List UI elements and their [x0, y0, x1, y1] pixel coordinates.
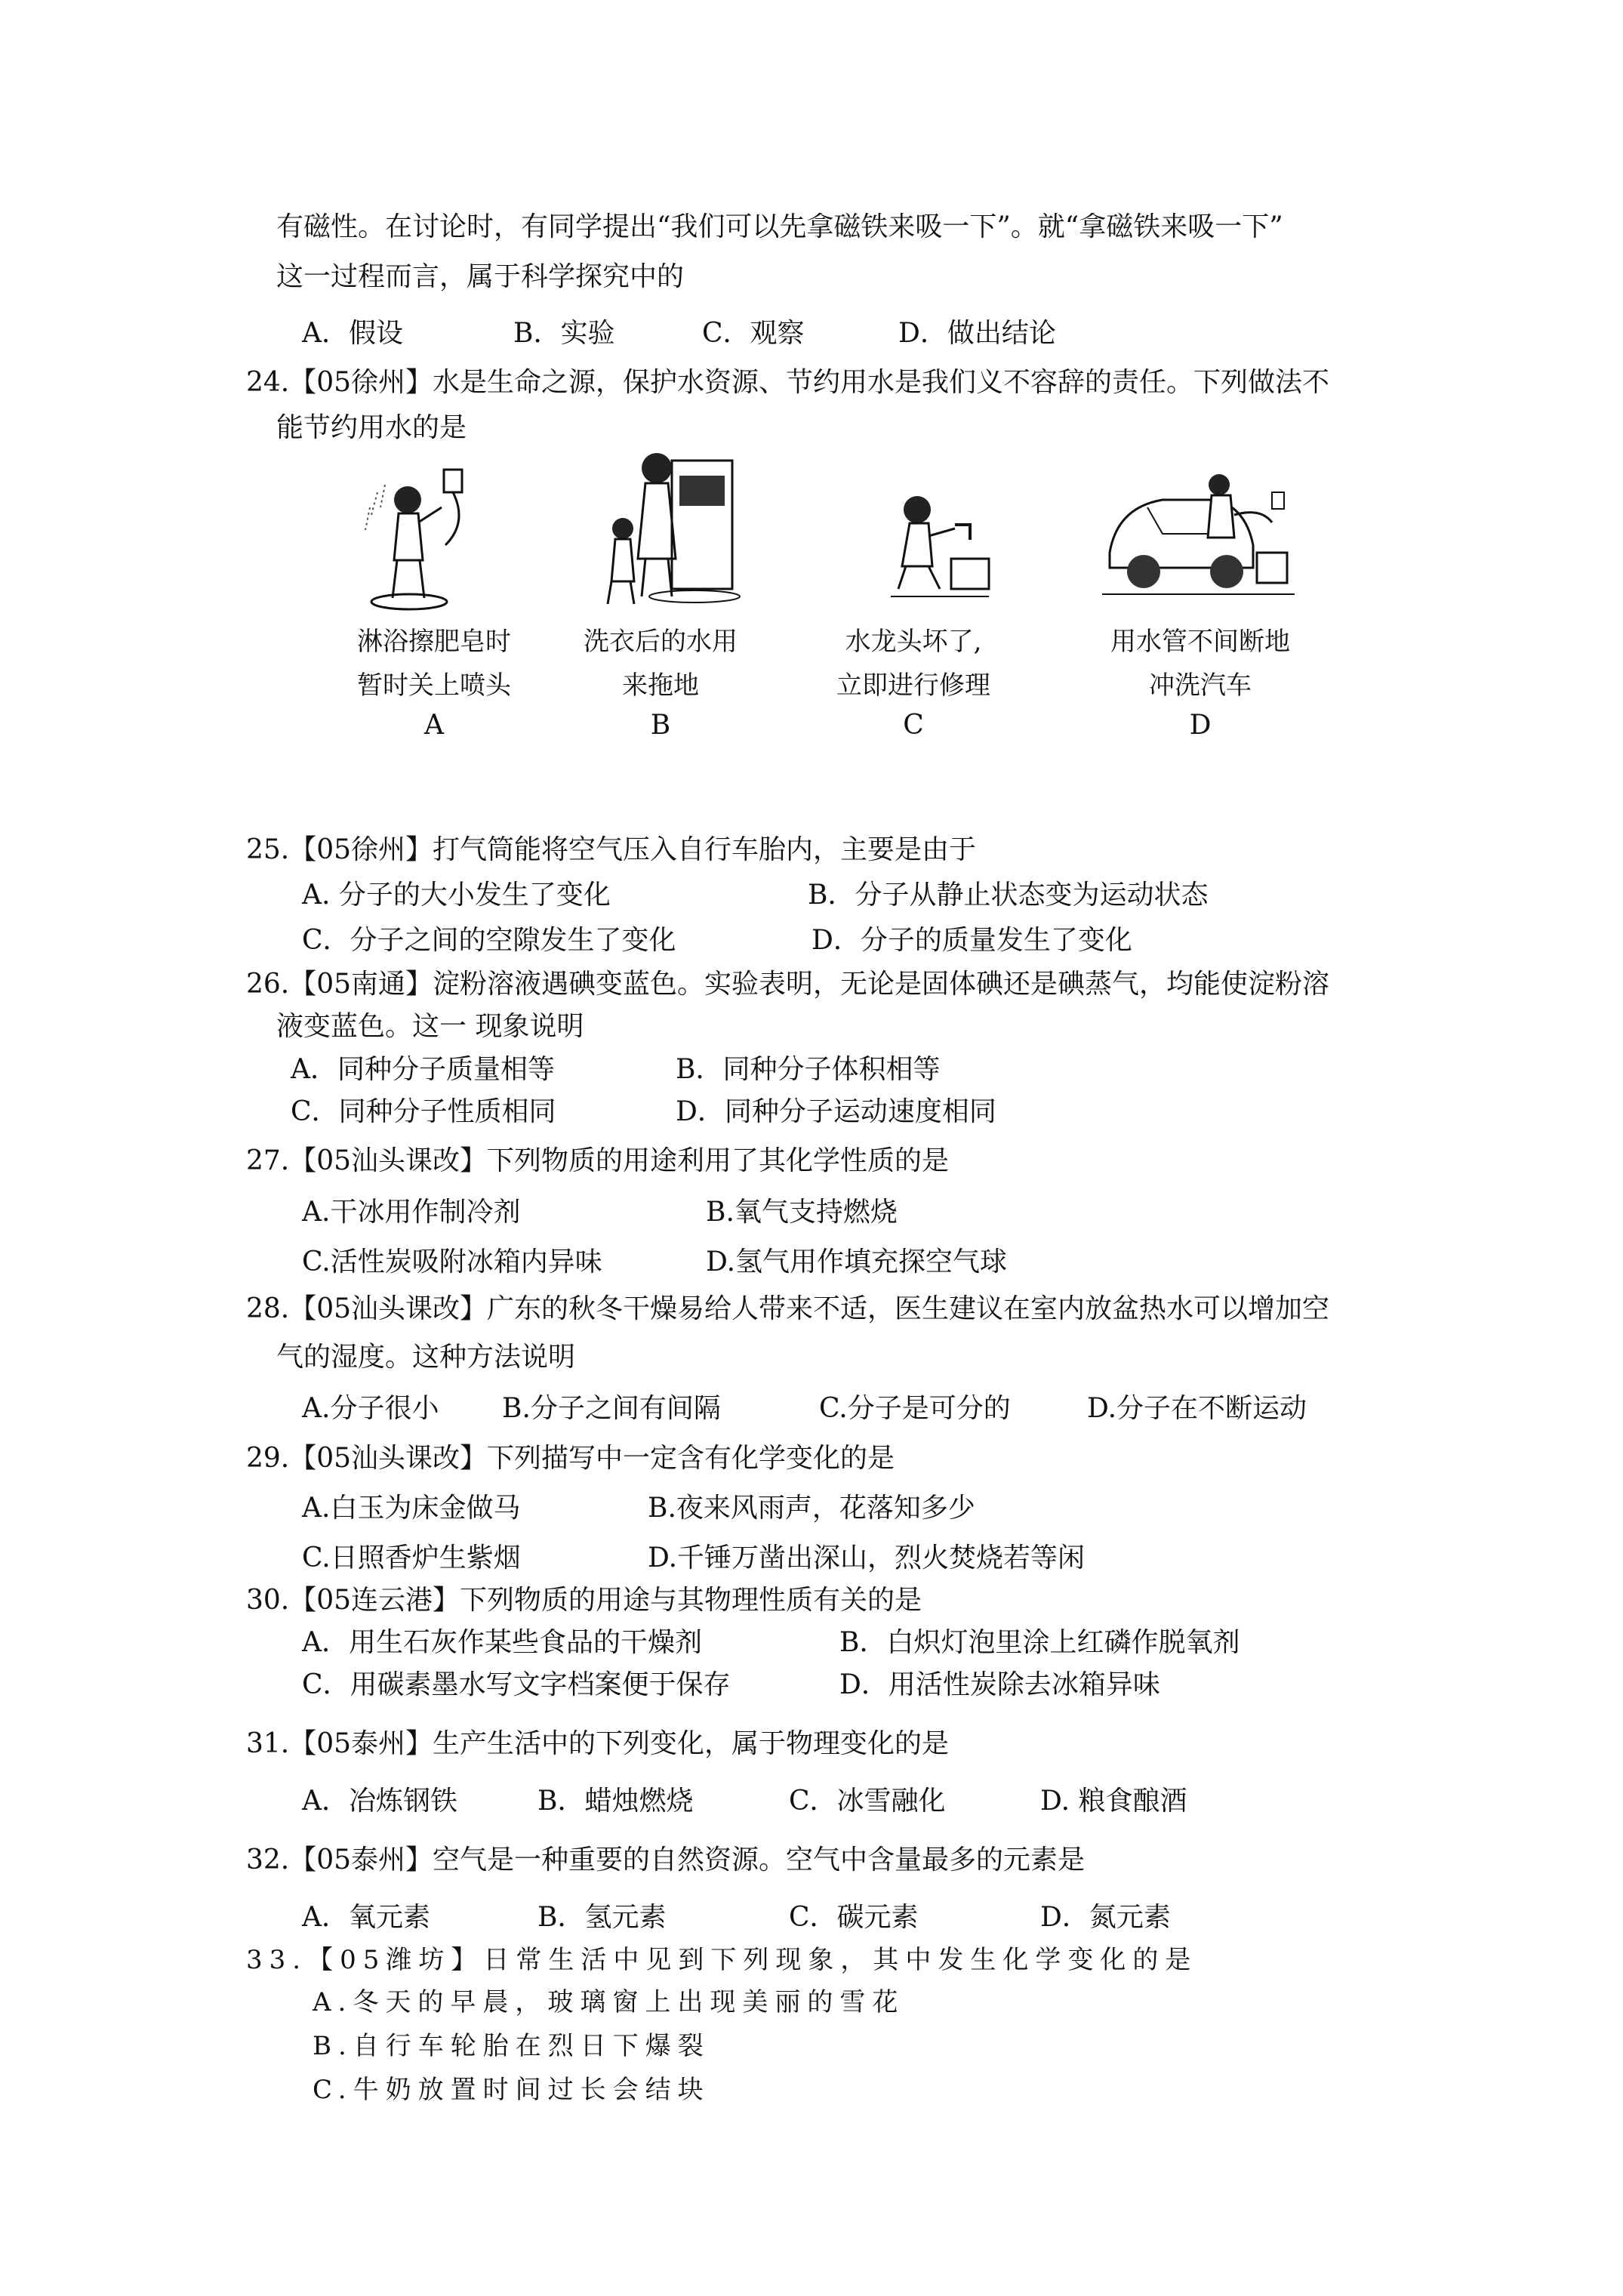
- q33-option-c: C.牛奶放置时间过长会结块: [313, 2075, 710, 2105]
- q25-option-b: B．分子从静止状态变为运动状态: [808, 880, 1209, 911]
- q25-option-a: A. 分子的大小发生了变化: [302, 880, 611, 911]
- q23-option-b: B．实验: [513, 318, 615, 349]
- q27-option-b: B.氧气支持燃烧: [706, 1197, 898, 1228]
- q23-text-line2: 这一过程而言，属于科学探究中的: [276, 261, 685, 292]
- q27-option-a: A.干冰用作制冷剂: [302, 1197, 521, 1228]
- figure-a-caption-line1: 淋浴擦肥皂时: [357, 627, 511, 657]
- q33-option-a: A.冬天的早晨，玻璃窗上出现美丽的雪花: [313, 1987, 905, 2017]
- q31-option-a: A．冶炼钢铁: [302, 1786, 457, 1817]
- figure-c-caption-line2: 立即进行修理: [836, 670, 990, 701]
- q29-option-a: A.白玉为床金做马: [302, 1493, 521, 1524]
- q33-stem: 33.【05潍坊】日常生活中见到下列现象，其中发生化学变化的是: [246, 1945, 1198, 1975]
- q24-stem-line1: 24.【05徐州】水是生命之源，保护水资源、节约用水是我们义不容辞的责任。下列做法不: [246, 367, 1330, 398]
- q32-option-b: B．氢元素: [537, 1902, 667, 1933]
- q23-option-c: C．观察: [702, 318, 805, 349]
- figure-b-letter: B: [650, 710, 671, 741]
- q28-option-a: A.分子很小: [302, 1393, 439, 1424]
- figure-c-letter: C: [903, 710, 924, 741]
- q27-option-d: D.氢气用作填充探空气球: [706, 1247, 1008, 1277]
- q23-option-a: A．假设: [302, 318, 403, 349]
- q26-stem-line2: 液变蓝色。这一 现象说明: [276, 1011, 584, 1042]
- figure-d-caption-line1: 用水管不间断地: [1110, 627, 1290, 657]
- q32-option-d: D．氮元素: [1040, 1902, 1171, 1933]
- q31-stem: 31.【05泰州】生产生活中的下列变化，属于物理变化的是: [246, 1728, 950, 1759]
- q28-stem-line2: 气的湿度。这种方法说明: [276, 1342, 576, 1373]
- shower-icon: [355, 462, 491, 613]
- q29-stem: 29.【05汕头课改】下列描写中一定含有化学变化的是: [246, 1443, 895, 1474]
- figure-a-caption-line2: 暂时关上喷头: [357, 670, 511, 701]
- figure-d-letter: D: [1189, 710, 1212, 741]
- q28-option-d: D.分子在不断运动: [1087, 1393, 1307, 1424]
- figure-c-caption-line1: 水龙头坏了,: [845, 627, 982, 657]
- q31-option-c: C．冰雪融化: [789, 1786, 946, 1817]
- q26-option-c: C．同种分子性质相同: [291, 1096, 556, 1127]
- q30-option-d: D．用活性炭除去冰箱异味: [839, 1669, 1160, 1700]
- q23-option-d: D．做出结论: [898, 318, 1056, 349]
- q29-option-b: B.夜来风雨声，花落知多少: [648, 1493, 975, 1524]
- q28-stem-line1: 28.【05汕头课改】广东的秋冬干燥易给人带来不适，医生建议在室内放盆热水可以增加空: [246, 1293, 1330, 1324]
- q29-option-c: C.日照香炉生紫烟: [302, 1542, 521, 1573]
- q26-option-d: D．同种分子运动速度相同: [676, 1096, 996, 1127]
- q25-option-d: D．分子的质量发生了变化: [812, 925, 1132, 956]
- q33-option-b: B.自行车轮胎在烈日下爆裂: [313, 2031, 710, 2061]
- q25-stem: 25.【05徐州】打气筒能将空气压入自行车胎内，主要是由于: [246, 834, 977, 865]
- car-wash-icon: [1102, 462, 1298, 606]
- q27-option-c: C.活性炭吸附冰箱内异味: [302, 1247, 602, 1277]
- q26-stem-line1: 26.【05南通】淀粉溶液遇碘变蓝色。实验表明，无论是固体碘还是碘蒸气，均能使淀粉溶: [246, 969, 1330, 1000]
- q31-option-b: B．蜡烛燃烧: [537, 1786, 694, 1817]
- q25-option-c: C．分子之间的空隙发生了变化: [302, 925, 676, 956]
- q26-option-b: B．同种分子体积相等: [676, 1054, 941, 1085]
- q32-option-a: A．氧元素: [302, 1902, 430, 1933]
- laundry-icon: [596, 445, 762, 612]
- figure-d-caption-line2: 冲洗汽车: [1149, 670, 1252, 701]
- q30-stem: 30.【05连云港】下列物质的用途与其物理性质有关的是: [246, 1585, 922, 1616]
- q26-option-a: A．同种分子质量相等: [291, 1054, 555, 1085]
- q32-option-c: C．碳元素: [789, 1902, 919, 1933]
- faucet-repair-icon: [876, 483, 996, 604]
- q30-option-c: C．用碳素墨水写文字档案便于保存: [302, 1669, 731, 1700]
- q29-option-d: D.千锤万凿出深山，烈火焚烧若等闲: [648, 1542, 1086, 1573]
- q30-option-a: A．用生石灰作某些食品的干燥剂: [302, 1627, 702, 1658]
- q27-stem: 27.【05汕头课改】下列物质的用途利用了其化学性质的是: [246, 1145, 950, 1176]
- q32-stem: 32.【05泰州】空气是一种重要的自然资源。空气中含量最多的元素是: [246, 1845, 1086, 1875]
- q30-option-b: B．白炽灯泡里涂上红磷作脱氧剂: [839, 1627, 1240, 1658]
- figure-b-caption-line1: 洗衣后的水用: [584, 627, 738, 657]
- figure-a-letter: A: [424, 710, 444, 741]
- q28-option-b: B.分子之间有间隔: [502, 1393, 721, 1424]
- figure-b-caption-line2: 来拖地: [622, 670, 699, 701]
- q24-stem-line2: 能节约用水的是: [276, 412, 467, 443]
- q31-option-d: D. 粮食酿酒: [1040, 1786, 1187, 1817]
- q23-text-line1: 有磁性。在讨论时，有同学提出“我们可以先拿磁铁来吸一下”。就“拿磁铁来吸一下”: [276, 211, 1283, 242]
- q28-option-c: C.分子是可分的: [819, 1393, 1011, 1424]
